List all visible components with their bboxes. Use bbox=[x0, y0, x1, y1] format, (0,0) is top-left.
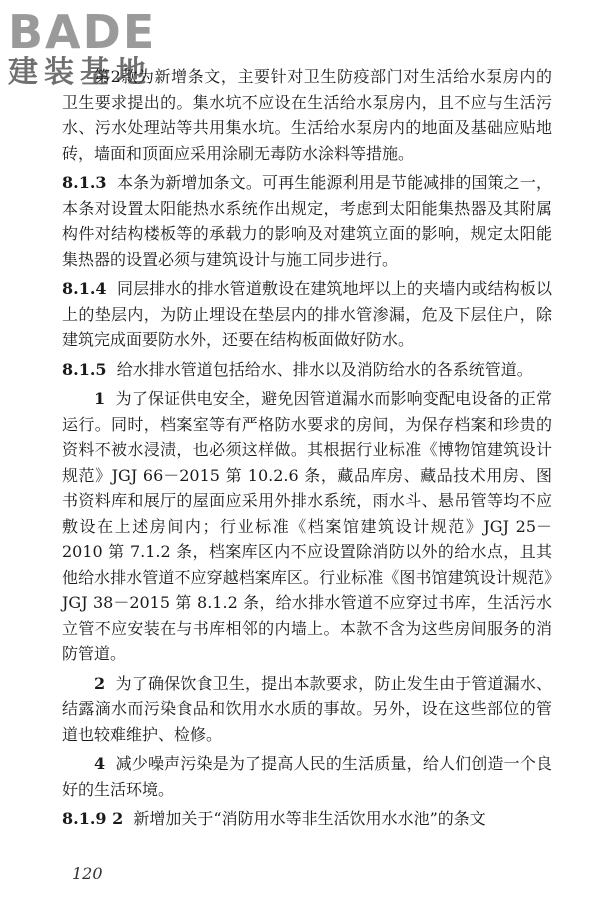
paragraph-text: 给水排水管道包括给水、排水以及消防给水的各系统管道。 bbox=[116, 359, 533, 379]
paragraph-text: 减少噪声污染是为了提高人民的生活质量，给人们创造一个良好的生活环境。 bbox=[62, 754, 552, 799]
paragraph-text: 为了保证供电安全，避免因管道漏水而影响变配电设备的正常运行。同时，档案室等有严格防水要求的房间，为保存档案和珍贵的资料不被水浸渍，也必须这样做。其根据行业标准《博物馆建筑设计规范》JGJ 66－2015 第 10.2.6 条，藏品库房、藏品技术用房、图书资料库和展厅的屋面应采用外排水系统，雨水斗、悬吊管等均不应敷设在上述房间内；行业标准《档案馆建筑设计规范》JGJ 25－2010 第 7.1.2 条，档案库区内不应设置除消防以外的给水点，且其他给水排水管道不应穿越档案库区。行业标准《图书馆建筑设计规范》JGJ 38－2015 第 8.1.2 条，给水排水管道不应穿过书库，生活污水立管不应安装在与书库相邻的内墙上。本款不含为这些房间服务的消防管道。 bbox=[62, 389, 552, 663]
paragraph-8-1-3 bbox=[62, 170, 552, 272]
paragraph-text: 第2款为新增条文，主要针对卫生防疫部门对生活给水泵房内的卫生要求提出的。集水坑不应设在生活给水泵房内，且不应与生活污水、污水处理站等共用集水坑。生活给水泵房内的地面及基础应贴地砖，墙面和顶面应采用涂刷无毒防水涂料等措施。 bbox=[62, 67, 552, 163]
item-number: 2 bbox=[94, 673, 106, 693]
item-number: 4 bbox=[94, 754, 106, 773]
paragraph-item-4 bbox=[62, 751, 552, 802]
section-number: 8.1.5 bbox=[62, 359, 107, 379]
paragraph-item-2 bbox=[62, 671, 552, 748]
paragraph-clause-2 bbox=[62, 64, 552, 166]
paragraph-text: 新增加关于“消防用水等非生活饮用水水池”的条文 bbox=[133, 809, 486, 828]
paragraph-item-1 bbox=[62, 386, 552, 667]
paragraph-8-1-5 bbox=[62, 357, 552, 383]
logo-wordmark: BADE bbox=[8, 5, 157, 59]
page-number: 120 bbox=[72, 864, 103, 883]
paragraph-text: 为了确保饮食卫生，提出本款要求，防止发生由于管道漏水、结露滴水而污染食品和饮用水水质的事故。另外，设在这些部位的管道也较难维护、检修。 bbox=[62, 673, 552, 744]
paragraph-text: 同层排水的排水管道敷设在建筑地坪以上的夹墙内或结构板以上的垫层内，为防止埋设在垫层内的排水管渗漏，危及下层住户，除建筑完成面要防水外，还要在结构板面做好防水。 bbox=[62, 279, 552, 349]
section-number: 8.1.9 2 bbox=[62, 809, 124, 828]
section-number: 8.1.3 bbox=[62, 173, 107, 192]
section-number: 8.1.4 bbox=[62, 279, 107, 298]
logo-subtitle: 建装基地 bbox=[8, 55, 152, 90]
paragraph-text: 本条为新增加条文。可再生能源利用是节能减排的国策之一，本条对设置太阳能热水系统作出规定，考虑到太阳能集热器及其附属构件对结构楼板等的承载力的影响及对建筑立面的影响，规定太阳能集热器的设置必须与建筑设计与施工同步进行。 bbox=[62, 173, 552, 269]
item-number: 1 bbox=[94, 389, 106, 408]
paragraph-8-1-9 bbox=[62, 806, 552, 832]
page-body bbox=[62, 64, 552, 832]
paragraph-8-1-4 bbox=[62, 276, 552, 353]
